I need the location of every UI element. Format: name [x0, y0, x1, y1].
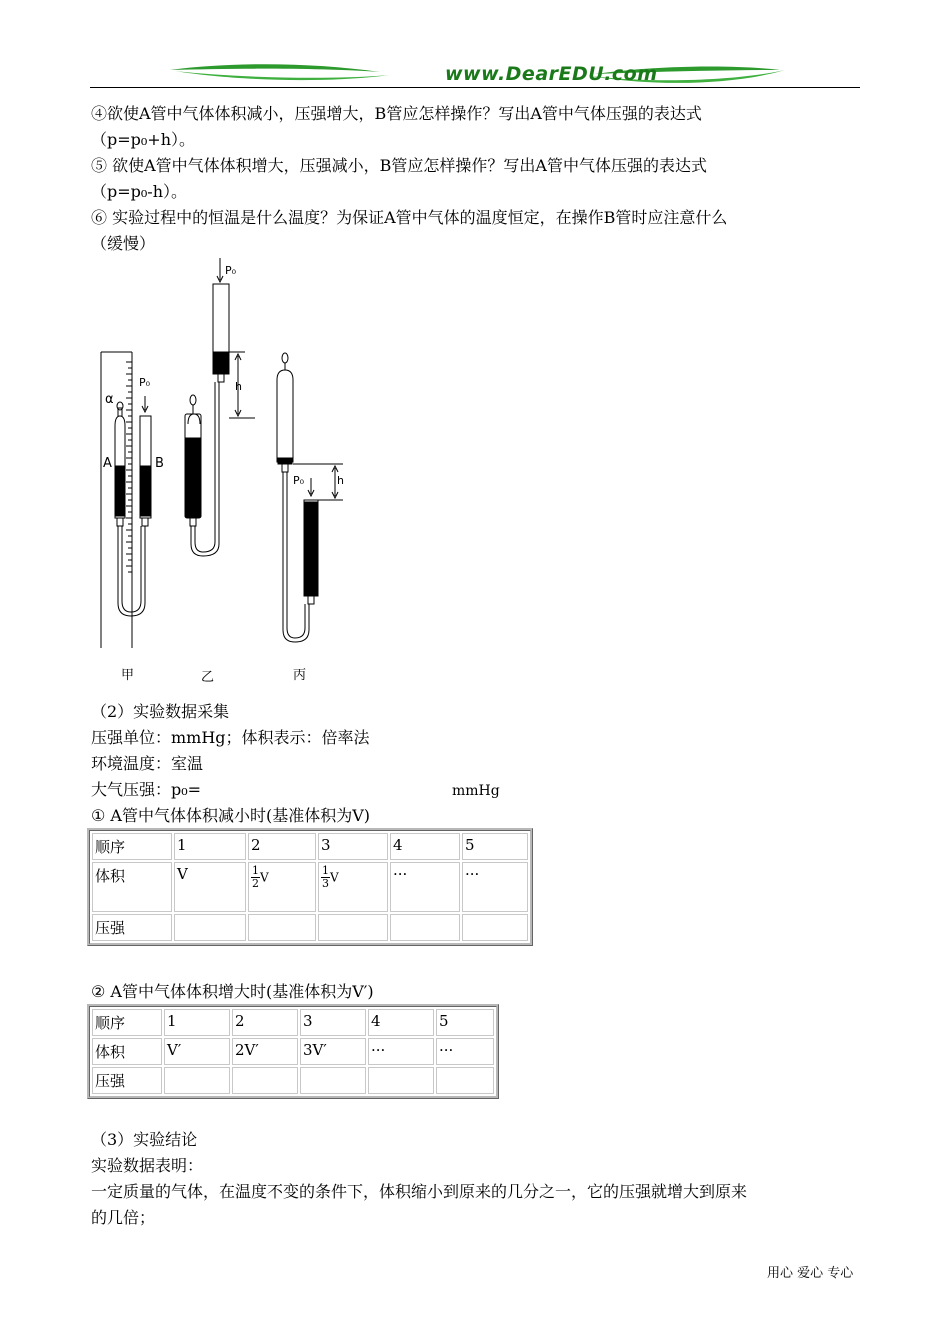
table-cell [300, 1067, 366, 1094]
fraction: $\frac{1}{2}$ [252, 864, 259, 890]
question-5-line1: ⑤ 欲使A管中气体体积增大，压强减小，B管应怎样操作？写出A管中气体压强的表达式 [91, 156, 707, 175]
section-2-title: （2）实验数据采集 [91, 702, 230, 721]
p0-label-yi: P₀ [225, 264, 237, 277]
alpha-label: α [105, 392, 114, 407]
table-2-caption: ② A管中气体体积增大时(基准体积为V′) [91, 982, 374, 1001]
table-cell: 压强 [92, 1067, 162, 1094]
table-cell [248, 914, 316, 941]
table-cell: 2V′ [232, 1038, 298, 1065]
table-1-caption: ① A管中气体体积减小时(基准体积为V) [91, 806, 371, 825]
table-cell: ··· [390, 862, 460, 912]
units-line: 压强单位：mmHg；体积表示：倍率法 [91, 728, 370, 747]
fraction: $\frac{1}{3}$ [322, 864, 329, 890]
table-cell: 体积 [92, 862, 172, 912]
conclusion-line3: 的几倍； [91, 1208, 156, 1227]
tube-b-label: B [155, 456, 164, 471]
question-6-line2: （缓慢） [91, 234, 156, 253]
apparatus-diagram [95, 258, 415, 688]
question-5-line2: （p=p₀-h）。 [91, 182, 188, 201]
caption-bing: 丙 [293, 668, 307, 683]
table-cell: ··· [436, 1038, 494, 1065]
question-4-line1: ④欲使A管中气体体积减小，压强增大，B管应怎样操作？写出A管中气体压强的表达式 [91, 104, 702, 123]
question-4-line2: （p=p₀+h）。 [91, 130, 196, 149]
site-header [90, 60, 860, 90]
site-logo-text[interactable]: www.DearEDU.com [445, 63, 658, 85]
page-footer: 用心 爱心 专心 [767, 1266, 854, 1281]
table-cell [368, 1067, 434, 1094]
tube-a-label: A [103, 456, 112, 471]
atmospheric-pressure-label: 大气压强：p₀= [91, 780, 202, 799]
question-6-line1: ⑥ 实验过程中的恒温是什么温度？为保证A管中气体的温度恒定，在操作B管时应注意什么 [91, 208, 728, 227]
table-cell [436, 1067, 494, 1094]
table-cell [318, 914, 388, 941]
table-volume-increase [87, 1004, 499, 1099]
header-divider [90, 87, 860, 88]
table-cell: 压强 [92, 914, 172, 941]
table-cell [174, 914, 246, 941]
table-cell: 顺序 [92, 1009, 162, 1036]
table-cell: $\frac{1}{3}$ V [318, 862, 388, 912]
table-cell: 1 [174, 833, 246, 860]
h-label-bing: h [337, 474, 344, 487]
atmospheric-pressure-unit: mmHg [452, 783, 500, 799]
h-label-yi: h [235, 380, 242, 393]
table-cell: 1 [164, 1009, 230, 1036]
table-cell: 5 [436, 1009, 494, 1036]
table-cell [164, 1067, 230, 1094]
table-cell [462, 914, 528, 941]
caption-yi: 乙 [201, 670, 215, 685]
apparatus-figure [95, 258, 415, 688]
table-cell [232, 1067, 298, 1094]
table-cell: V [174, 862, 246, 912]
table-cell: V′ [164, 1038, 230, 1065]
table-cell [390, 914, 460, 941]
table-cell: 2 [248, 833, 316, 860]
table-cell: 2 [232, 1009, 298, 1036]
table-cell: 4 [390, 833, 460, 860]
conclusion-line1: 实验数据表明： [91, 1156, 204, 1175]
table-cell: 3V′ [300, 1038, 366, 1065]
p0-label-bing: P₀ [293, 474, 305, 487]
p0-label-jia: P₀ [139, 376, 151, 389]
table-cell: 顺序 [92, 833, 172, 860]
conclusion-line2: 一定质量的气体，在温度不变的条件下，体积缩小到原来的几分之一，它的压强就增大到原来 [91, 1182, 748, 1201]
table-cell: 5 [462, 833, 528, 860]
caption-jia: 甲 [121, 668, 135, 683]
section-3-title: （3）实验结论 [91, 1130, 198, 1149]
table-cell: 3 [300, 1009, 366, 1036]
environment-line: 环境温度：室温 [91, 754, 204, 773]
table-cell: $\frac{1}{2}$ V [248, 862, 316, 912]
table-volume-decrease [87, 828, 533, 946]
table-cell: 体积 [92, 1038, 162, 1065]
table-cell: 4 [368, 1009, 434, 1036]
table-cell: 3 [318, 833, 388, 860]
table-cell: ··· [462, 862, 528, 912]
table-cell: ··· [368, 1038, 434, 1065]
